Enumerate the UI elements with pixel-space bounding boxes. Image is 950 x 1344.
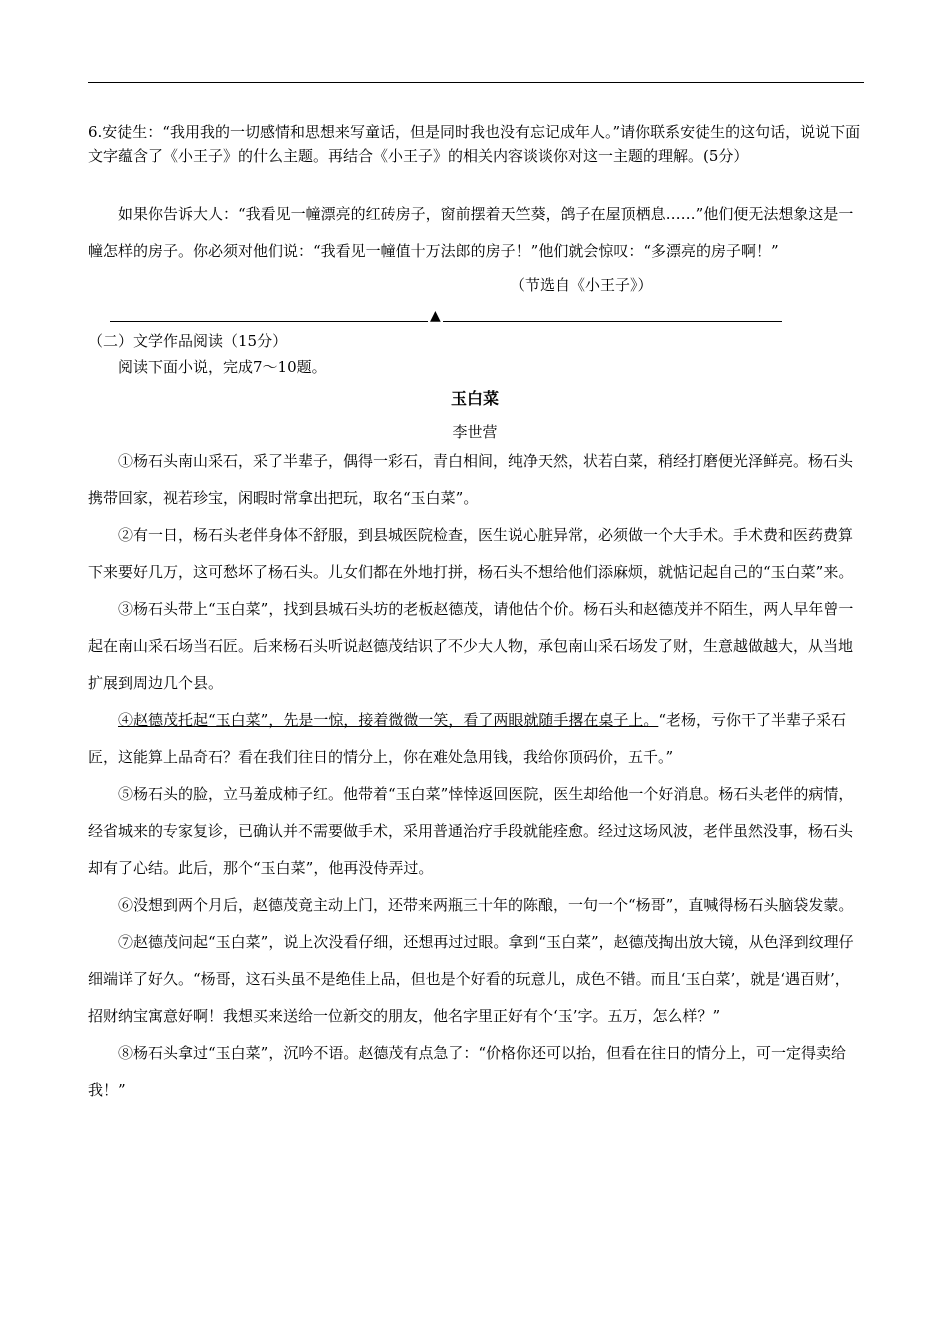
paragraph-7: ⑦赵德茂问起“玉白菜”，说上次没看仔细，还想再过过眼。拿到“玉白菜”，赵德茂掏出放大镜，从色泽到纹理仔细端详了好久。“杨哥，这石头虽不是绝佳上品，但也是个好看的玩意儿，成色不错。而且‘玉白菜’，就是‘遇百财’，招财纳宝寓意好啊！我想买来送给一位新交的朋友，他名字里正好有个‘玉’字。五万，怎么样？”	[88, 933, 854, 1025]
divider-line	[110, 321, 782, 322]
story-author: 李世营	[452, 423, 498, 441]
top-rule	[88, 82, 864, 83]
paragraph-3: ③杨石头带上“玉白菜”，找到县城石头坊的老板赵德茂，请他估个价。杨石头和赵德茂并不陌生，两人早年曾一起在南山采石场当石匠。后来杨石头听说赵德茂结识了不少大人物，承包南山采石场发了财，生意越做越大，从当地扩展到周边几个县。	[88, 600, 854, 692]
quote-text: 如果你告诉大人：“我看见一幢漂亮的红砖房子，窗前摆着天竺葵，鸽子在屋顶栖息……”他们便无法想象这是一幢怎样的房子。你必须对他们说：“我看见一幢值十万法郎的房子！”他们就会惊叹：“多漂亮的房子啊！”	[88, 205, 854, 260]
story-title: 玉白菜	[450, 389, 499, 408]
question-6	[88, 120, 864, 168]
paragraph-5: ⑤杨石头的脸，立马羞成柿子红。他带着“玉白菜”悻悻返回医院，医生却给他一个好消息。杨石头老伴的病情，经省城来的专家复诊，已确认并不需要做手术，采用普通治疗手段就能痊愈。经过这场风波，老伴虽然没事，杨石头却有了心结。此后，那个“玉白菜”，他再没侍弄过。	[88, 785, 854, 877]
section-instruction: 阅读下面小说，完成7～10题。	[118, 358, 327, 376]
paragraph-2: ②有一日，杨石头老伴身体不舒服，到县城医院检查，医生说心脏异常，必须做一个大手术。手术费和医药费算下来要好几万，这可愁坏了杨石头。儿女们都在外地打拼，杨石头不想给他们添麻烦，就惦记起自己的“玉白菜”来。	[88, 526, 854, 581]
paragraph-8: ⑧杨石头拿过“玉白菜”，沉吟不语。赵德茂有点急了：“价格你还可以抬，但看在往日的情分上，可一定得卖给我！”	[88, 1044, 847, 1099]
paragraph-4-rest: “老杨，亏你干了半辈子采石匠，这能算上品奇石？看在我们往日的情分上，你在难处急用钱，我给你顶码价，五千。”	[88, 711, 847, 766]
paragraph-1: ①杨石头南山采石，采了半辈子，偶得一彩石，青白相间，纯净天然，状若白菜，稍经打磨便光泽鲜亮。杨石头携带回家，视若珍宝，闲暇时常拿出把玩，取名“玉白菜”。	[88, 452, 854, 507]
section-heading: （二）文学作品阅读（15分）	[88, 332, 288, 350]
question-6-quote	[88, 196, 864, 270]
question-6-text: 6.安徒生：“我用我的一切感情和思想来写童话，但是同时我也没有忘记成年人。”请你联系安徒生的这句话，说说下面文字蕴含了《小王子》的什么主题。再结合《小王子》的相关内容谈谈你对这一主题的理解。(5分）	[88, 123, 861, 165]
story-body	[88, 443, 864, 1109]
divider	[110, 309, 782, 325]
paragraph-4	[88, 702, 864, 776]
underlined-sentence: ④赵德茂托起“玉白菜”，先是一惊，接着微微一笑，看了两眼就随手撂在桌子上。	[118, 711, 659, 729]
paragraph-6: ⑥没想到两个月后，赵德茂竟主动上门，还带来两瓶三十年的陈酿，一句一个“杨哥”，直喊得杨石头脑袋发蒙。	[118, 896, 854, 914]
quote-source: （节选自《小王子》）	[510, 276, 653, 294]
triangle-icon: ▲	[430, 308, 441, 324]
